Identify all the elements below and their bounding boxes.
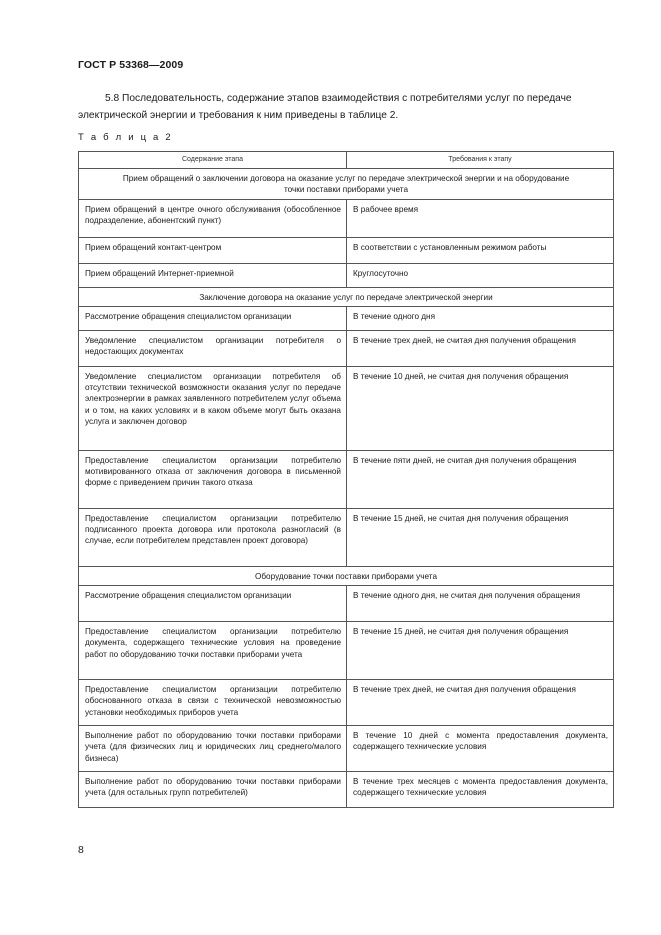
requirement-cell: В рабочее время	[347, 199, 614, 237]
table-row	[79, 508, 614, 566]
stage-cell: Предоставление специалистом организации потребителю документа, содержащего технические условия на проведение работ по оборудованию точки поставки приборами учета	[79, 622, 347, 680]
stage-cell: Рассмотрение обращения специалистом организации	[79, 586, 347, 622]
stage-cell: Уведомление специалистом организации потребителя о недостающих документах	[79, 330, 347, 366]
intro-text: 5.8 Последовательность, содержание этапов взаимодействия с потребителями услуг по передаче электрической энергии и требования к ним приведены в таблице 2.	[78, 93, 572, 121]
requirement-cell: В течение 15 дней, не считая дня получения обращения	[347, 622, 614, 680]
requirement-cell: В течение пяти дней, не считая дня получения обращения	[347, 450, 614, 508]
table-row	[79, 726, 614, 772]
requirement-cell: В течение 10 дней с момента предоставления документа, содержащего технические условия	[347, 726, 614, 772]
stage-cell: Уведомление специалистом организации потребителя об отсутствии технической возможности оказания услуг по передаче электроэнергии в рамках заявленного потребителем услуг объема и о том, на каких условиях и в каком объеме могут быть оказана услуга и заключен договор	[79, 366, 347, 450]
requirement-cell: В течение трех дней, не считая дня получения обращения	[347, 680, 614, 726]
intro-paragraph	[78, 90, 613, 124]
table-row	[79, 330, 614, 366]
table-row	[79, 680, 614, 726]
table-row	[79, 366, 614, 450]
page-number: 8	[78, 844, 84, 856]
section-title: Прием обращений о заключении договора на оказание услуг по передаче электрической энергии и на оборудование точки поставки приборами учета	[79, 169, 614, 200]
table-row	[79, 772, 614, 808]
table-row	[79, 199, 614, 237]
section-row	[79, 169, 614, 200]
requirement-cell: Круглосуточно	[347, 263, 614, 287]
stage-cell: Предоставление специалистом организации потребителю мотивированного отказа от заключения договора в письменной форме с приведением причин такого отказа	[79, 450, 347, 508]
stage-cell: Предоставление специалистом организации потребителю подписанного проекта договора или протокола разногласий (в случае, если потребителем представлен проект договора)	[79, 508, 347, 566]
column-header-requirements: Требования к этапу	[347, 152, 614, 169]
document-header: ГОСТ Р 53368—2009	[78, 59, 184, 71]
section-row	[79, 566, 614, 585]
section-title: Заключение договора на оказание услуг по передаче электрической энергии	[79, 287, 614, 306]
stage-cell: Предоставление специалистом организации потребителю обоснованного отказа в связи с технической невозможностью установки необходимых приборов учета	[79, 680, 347, 726]
stage-cell: Выполнение работ по оборудованию точки поставки приборами учета (для остальных групп потребителей)	[79, 772, 347, 808]
table-row	[79, 306, 614, 330]
requirement-cell: В соответствии с установленным режимом работы	[347, 237, 614, 263]
requirement-cell: В течение 10 дней, не считая дня получения обращения	[347, 366, 614, 450]
table-row	[79, 237, 614, 263]
requirement-cell: В течение одного дня, не считая дня получения обращения	[347, 586, 614, 622]
requirements-table	[78, 151, 614, 808]
stage-cell: Прием обращений контакт-центром	[79, 237, 347, 263]
stage-cell: Прием обращений в центре очного обслуживания (обособленное подразделение, абонентский пункт)	[79, 199, 347, 237]
requirement-cell: В течение трех дней, не считая дня получения обращения	[347, 330, 614, 366]
stage-cell: Выполнение работ по оборудованию точки поставки приборами учета (для физических лиц и юридических лиц среднего/малого бизнеса)	[79, 726, 347, 772]
table-label: Т а б л и ц а 2	[78, 132, 173, 143]
column-header-stage: Содержание этапа	[79, 152, 347, 169]
requirement-cell: В течение одного дня	[347, 306, 614, 330]
table-header-row	[79, 152, 614, 169]
section-title: Оборудование точки поставки приборами учета	[79, 566, 614, 585]
table-row	[79, 263, 614, 287]
stage-cell: Рассмотрение обращения специалистом организации	[79, 306, 347, 330]
requirement-cell: В течение 15 дней, не считая дня получения обращения	[347, 508, 614, 566]
requirement-cell: В течение трех месяцев с момента предоставления документа, содержащего технические условия	[347, 772, 614, 808]
table-row	[79, 622, 614, 680]
table-row	[79, 450, 614, 508]
section-row	[79, 287, 614, 306]
stage-cell: Прием обращений Интернет-приемной	[79, 263, 347, 287]
table-row	[79, 586, 614, 622]
